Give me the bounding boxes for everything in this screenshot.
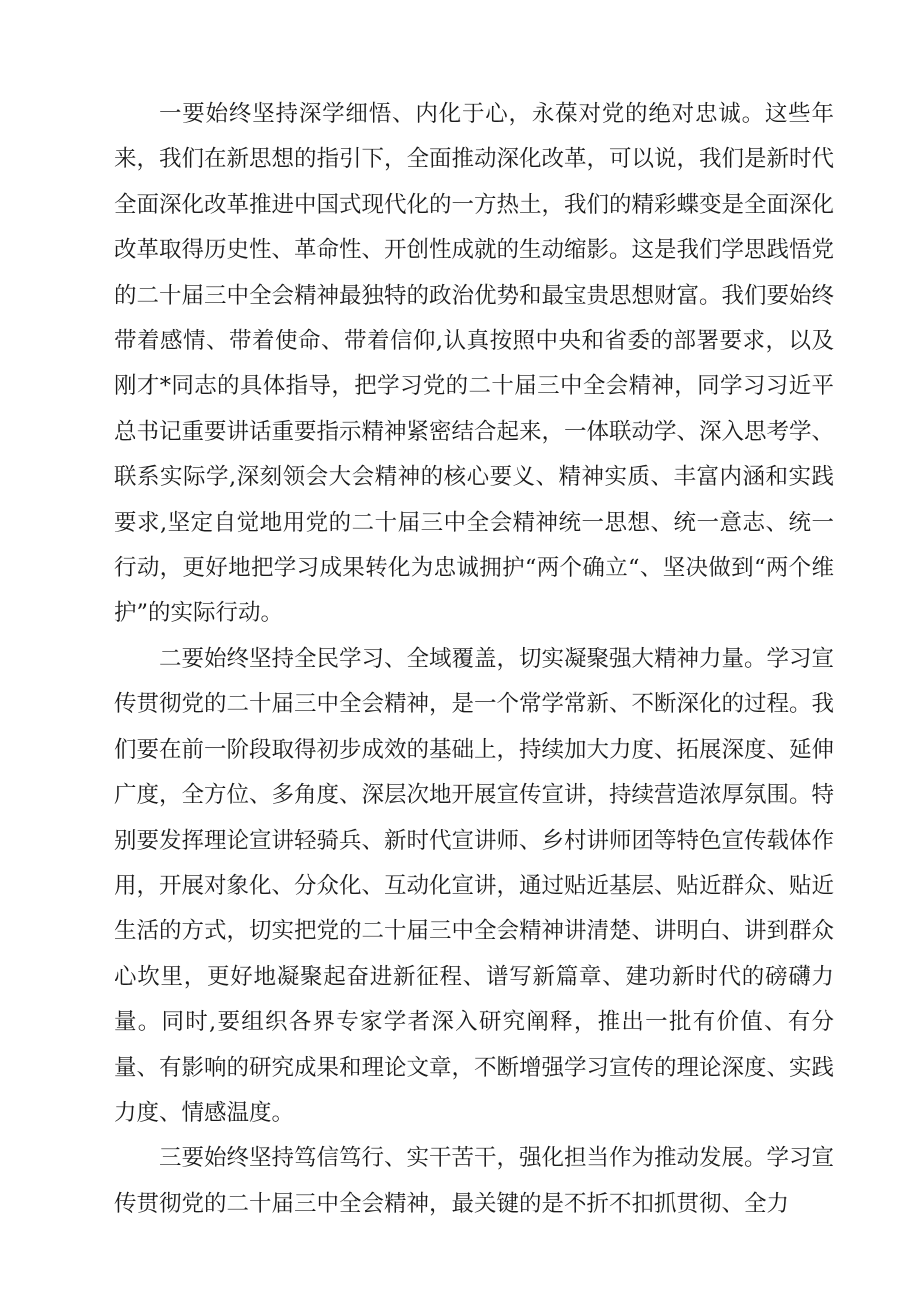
document-body bbox=[114, 92, 834, 1227]
paragraph-3: 三要始终坚持笃信笃行、实干苦干，强化担当作为推动发展。学习宣传贯彻党的二十届三中全会精神，最关键的是不折不扣抓贯彻、全力 bbox=[114, 1145, 835, 1217]
paragraph-2: 二要始终坚持全民学习、全域覆盖，切实凝聚强大精神力量。学习宣传贯彻党的二十届三中全会精神，是一个常学常新、不断深化的过程。我们要在前一阶段取得初步成效的基础上，持续加大力度、拓展深度、延伸广度，全方位、多角度、深层次地开展宣传宣讲，持续营造浓厚氛围。特别要发挥理论宣讲轻骑兵、新时代宣讲师、乡村讲师团等特色宣传载体作用，开展对象化、分众化、互动化宣讲，通过贴近基层、贴近群众、贴近生活的方式，切实把党的二十届三中全会精神讲清楚、讲明白、讲到群众心坎里，更好地凝聚起奋进新征程、谱写新篇章、建功新时代的磅礴力量。同时,要组织各界专家学者深入研究阐释，推出一批有价值、有分量、有影响的研究成果和理论文章，不断增强学习宣传的理论深度、实践力度、情感温度。 bbox=[114, 645, 835, 1126]
paragraph-1: 一要始终坚持深学细悟、内化于心，永葆对党的绝对忠诚。这些年来，我们在新思想的指引下，全面推动深化改革，可以说，我们是新时代全面深化改革推进中国式现代化的一方热土，我们的精彩蝶变是全面深化改革取得历史性、革命性、开创性成就的生动缩影。这是我们学思践悟党的二十届三中全会精神最独特的政治优势和最宝贵思想财富。我们要始终带着感情、带着使命、带着信仰,认真按照中央和省委的部署要求，以及刚才*同志的具体指导，把学习党的二十届三中全会精神，同学习习近平总书记重要讲话重要指示精神紧密结合起来，一体联动学、深入思考学、联系实际学,深刻领会大会精神的核心要义、精神实质、丰富内涵和实践要求,坚定自觉地用党的二十届三中全会精神统一思想、统一意志、统一行动，更好地把学习成果转化为忠诚拥护“两个确立“、坚决做到“两个维护”的实际行动。 bbox=[114, 101, 835, 627]
